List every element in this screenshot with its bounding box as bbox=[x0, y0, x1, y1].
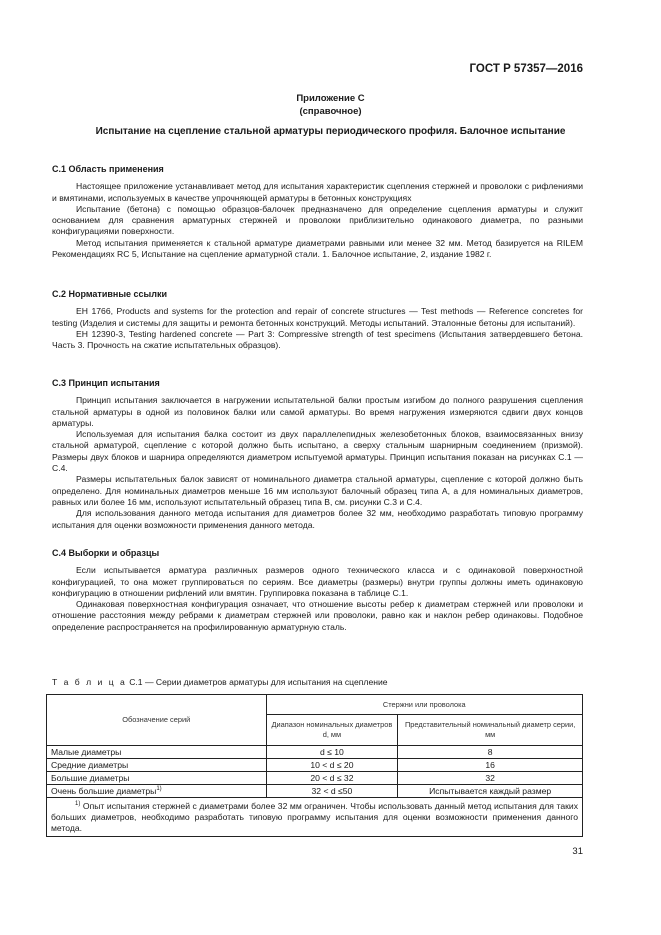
section-c3 bbox=[52, 378, 583, 531]
paragraph: Размеры испытательных балок зависят от номинального диаметра стальной арматуры, сцепление с которой должно быть определено. Для номинальных диаметров меньше 16 мм используют балочный образец типа А, а для номинальных диаметров, равных или более 16 мм, используют испытательный образец типа В, см. рисунки С.3 и С.4. bbox=[52, 474, 583, 507]
table-caption-label: Т а б л и ц а bbox=[52, 677, 127, 687]
section-c1 bbox=[52, 164, 583, 260]
table-row bbox=[47, 759, 583, 772]
series-table bbox=[46, 694, 583, 837]
standard-code: ГОСТ Р 57357—2016 bbox=[469, 63, 583, 75]
table-row bbox=[47, 785, 583, 798]
paragraph: Одинаковая поверхностная конфигурация означает, что отношение высоты ребер к диаметрам стержней или проволоки и отношение расстояния между ребрами к диаметрам стержней или проволоки, равно как и наклон ребер одинаковы. Подобное определение распространяется на профилированную арматурную сталь. bbox=[52, 599, 583, 632]
section-c2 bbox=[52, 289, 583, 351]
section-title: С.4 Выборки и образцы bbox=[52, 548, 160, 558]
paragraph: ЕН 1766, Products and systems for the protection and repair of concrete structures — Test methods — Reference concretes for testing (Изделия и системы для защиты и ремонта бетонных конструкций. Методы испытаний. Эталонные бетоны для испытаний). bbox=[52, 306, 583, 328]
page-number: 31 bbox=[572, 846, 583, 857]
paragraph: Если испытывается арматура различных размеров одного технического класса и с одинаковой поверхностной конфигурацией, то она может группироваться по сериям. Все диаметры (размеры) внутри группы должны иметь одинаковую конфигурацию в отношении рифлений или вмятин. Группировка показана в таблице С.1. bbox=[52, 565, 583, 598]
section-title: С.2 Нормативные ссылки bbox=[52, 289, 167, 299]
paragraph: Настоящее приложение устанавливает метод для испытания характеристик сцепления стержней и проволоки с рифлениями и вмятинами, используемых в качестве упрочняющей арматуры в бетонных конструкциях bbox=[52, 181, 583, 203]
annex-status: (справочное) bbox=[299, 106, 362, 117]
table-caption-text: С.1 — Серии диаметров арматуры для испытания на сцепление bbox=[129, 677, 388, 687]
representative-diameter: Испытывается каждый размер bbox=[398, 785, 583, 798]
paragraph: Метод испытания применяется к стальной арматуре диаметрами равными или менее 32 мм. Метод базируется на RILEM Рекомендациях RC 5, Испытание на сцепление арматурной стали. 1. Балочное испытание, 2, издание 1982 г. bbox=[52, 237, 583, 260]
section-c4 bbox=[52, 548, 583, 633]
table-row bbox=[47, 746, 583, 759]
header-representative-diameter: Представительный номинальный диаметр серии, мм bbox=[398, 715, 583, 746]
annex-heading bbox=[0, 92, 661, 118]
section-title: С.3 Принцип испытания bbox=[52, 378, 160, 388]
paragraph: Испытание (бетона) с помощью образцов-балочек предназначено для определение сцепления арматуры и служит основанием для сравнения арматурных стержней и проволоки приблизительно одинакового диаметра, по разными конфигурациями поверхности. bbox=[52, 203, 583, 237]
diameter-range: 10 < d ≤ 20 bbox=[266, 759, 398, 772]
footnote-ref: 1) bbox=[156, 786, 162, 793]
paragraph: Для использования данного метода испытания для диаметров более 32 мм, необходимо разработать типовую программу испытания для оценки возможности применения данного метода. bbox=[52, 508, 583, 530]
representative-diameter: 16 bbox=[398, 759, 583, 772]
main-title: Испытание на сцепление стальной арматуры периодического профиля. Балочное испытание bbox=[95, 126, 566, 137]
series-name: Очень большие диаметры bbox=[51, 786, 157, 796]
diameter-range: 20 < d ≤ 32 bbox=[266, 772, 398, 785]
footnote-mark: 1) bbox=[75, 801, 81, 807]
series-name: Средние диаметры bbox=[47, 759, 267, 772]
section-title: С.1 Область применения bbox=[52, 164, 164, 174]
header-series-designation: Обозначение серий bbox=[47, 695, 267, 746]
paragraph: Используемая для испытания балка состоит из двух параллелепидных железобетонных блоков, взаимосвязанных внизу стальной арматурой, сцепление с которой должно быть испытано, а сверху стальным шарнирным соединением (призмой). Размеры двух блоков и шарнира определяются диаметром испытуемой арматуры. Принцип испытания показан на рисунках С.1 — С.4. bbox=[52, 429, 583, 474]
diameter-range: 32 < d ≤50 bbox=[266, 785, 398, 798]
footnote-text: Опыт испытания стержней с диаметрами более 32 мм ограничен. Чтобы использовать данный метод испытания для таких больших диаметров, необходимо разработать типовую программу испытания для оценки возможности применения данного метода. bbox=[51, 800, 578, 834]
header-rods-group: Стержни или проволока bbox=[266, 695, 582, 715]
series-name: Малые диаметры bbox=[47, 746, 267, 759]
paragraph: ЕН 12390-3, Testing hardened concrete — Part 3: Compressive strength of test specimens (Испытания затвердевшего бетона. Часть 3. Прочность на сжатие испытательных образцов). bbox=[52, 328, 583, 351]
representative-diameter: 32 bbox=[398, 772, 583, 785]
header-diameter-range: Диапазон номинальных диаметров d, мм bbox=[266, 715, 398, 746]
representative-diameter: 8 bbox=[398, 746, 583, 759]
paragraph: Принцип испытания заключается в нагружении испытательной балки простым изгибом до полного разрушения сцепления стальной арматуры в одной из половинок балки или самой арматуры. Во время нагружения измеряются сдвиги двух концов арматуры. bbox=[52, 395, 583, 428]
diameter-range: d ≤ 10 bbox=[266, 746, 398, 759]
annex-title: Приложение С bbox=[296, 93, 365, 104]
table-row bbox=[47, 772, 583, 785]
table-caption bbox=[52, 677, 388, 687]
series-name-cell bbox=[47, 785, 267, 798]
series-name: Большие диаметры bbox=[47, 772, 267, 785]
table-footnote bbox=[47, 798, 583, 837]
